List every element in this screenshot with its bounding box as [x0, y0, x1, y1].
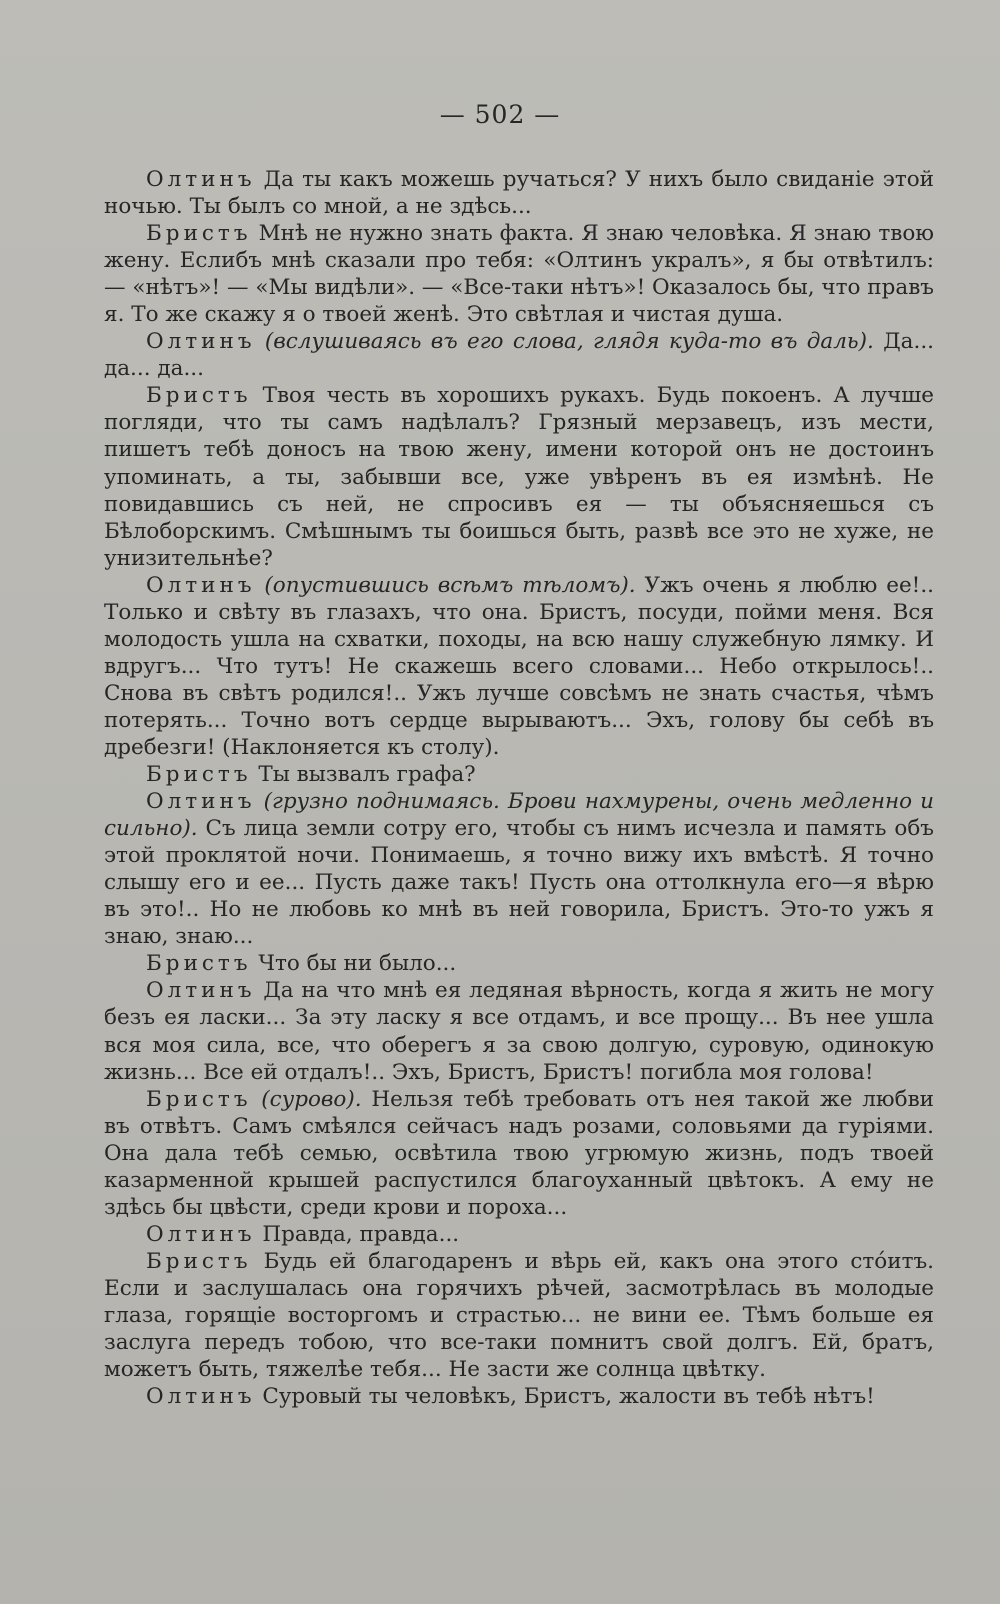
- stage-direction: (вслушиваясь въ его слова, глядя куда-то въ даль).: [264, 329, 874, 355]
- dialogue-paragraph: [104, 1248, 934, 1383]
- text-body: [104, 166, 934, 1410]
- dialogue-paragraph: [104, 328, 934, 382]
- dialogue-paragraph: [104, 572, 934, 761]
- page-number: — 502 —: [439, 100, 561, 129]
- speaker-name: Олтинъ: [146, 329, 256, 355]
- dialogue-text: Ты вызвалъ графа?: [258, 762, 476, 788]
- dialogue-text: Да... да... да...: [104, 329, 934, 382]
- speaker-name: Бристъ: [146, 1086, 252, 1112]
- dialogue-text: Мнѣ не нужно знать факта. Я знаю человѣка. Я знаю твою жену. Еслибъ мнѣ сказали про тебя: «Олтинъ укралъ», я бы отвѣтилъ: — «нѣтъ»! — «Мы видѣли». — «Все-таки нѣтъ»! Оказалось бы, что правъ я. То же скажу я о твоей женѣ. Это свѣтлая и чистая душа.: [104, 221, 934, 328]
- dialogue-paragraph: [104, 1383, 934, 1410]
- dialogue-paragraph: [104, 950, 934, 977]
- speaker-name: Олтинъ: [146, 1384, 256, 1410]
- dialogue-text: Нельзя тебѣ требовать отъ нея такой же любви въ отвѣтъ. Самъ смѣялся сейчасъ надъ розами, соловьями да гуріями. Она дала тебѣ семью, освѣтила твою угрюмую жизнь, подъ твоей казарменной крышей распустился благоуханный цвѣтокъ. А ему не здѣсь бы цвѣсти, среди крови и пороха...: [104, 1086, 934, 1220]
- stage-direction: (опустившись всѣмъ тѣломъ).: [264, 572, 636, 598]
- dialogue-text: Ужъ очень я люблю ее!.. Только и свѣту въ глазахъ, что она. Бристъ, посуди, пойми меня. Вся молодость ушла на схватки, походы, на всю нашу служебную лямку. И вдругъ... Что тутъ! Не скажешь всего словами... Небо открылось!.. Снова въ свѣтъ родился!.. Ужъ лучше совсѣмъ не знать счастья, чѣмъ потерять... Точно вотъ сердце вырываютъ... Эхъ, голову бы себѣ въ дребезги! (Наклоняется къ столу).: [104, 572, 934, 760]
- dialogue-text: Правда, правда...: [262, 1221, 460, 1247]
- speaker-name: Бристъ: [146, 762, 252, 788]
- speaker-name: Бристъ: [146, 383, 252, 409]
- dialogue-text: Да ты какъ можешь ручаться? У нихъ было свиданіе этой ночью. Ты былъ со мной, а не здѣсь...: [104, 167, 934, 220]
- speaker-name: Бристъ: [146, 951, 252, 977]
- dialogue-text: Будь ей благодаренъ и вѣрь ей, какъ она этого стóитъ. Если и заслушалась она горячихъ рѣчей, засмотрѣлась въ молодые глаза, горящіе восторгомъ и страстью... не вини ее. Тѣмъ больше ея заслуга передъ тобою, что все-таки помнитъ свой долгъ. Ей, братъ, можетъ быть, тяжелѣе тебя... Не засти же солнца цвѣтку.: [104, 1248, 934, 1383]
- dialogue-paragraph: [104, 220, 934, 328]
- stage-direction: (сурово).: [261, 1086, 362, 1112]
- dialogue-paragraph: [104, 761, 934, 788]
- dialogue-paragraph: [104, 977, 934, 1085]
- speaker-name: Олтинъ: [146, 572, 256, 598]
- speaker-name: Бристъ: [146, 1248, 252, 1274]
- dialogue-paragraph: [104, 788, 934, 950]
- dialogue-paragraph: [104, 166, 934, 220]
- speaker-name: Олтинъ: [146, 978, 256, 1004]
- dialogue-text: Да на что мнѣ ея ледяная вѣрность, когда я жить не могу безъ ея ласки... За эту ласку я все отдамъ, и все прощу... Въ нее ушла вся моя сила, все, что оберегъ я за свою долгую, суровую, одинокую жизнь... Все ей отдалъ!.. Эхъ, Бристъ, Бристъ! погибла моя голова!: [104, 978, 934, 1085]
- dialogue-paragraph: [104, 382, 934, 571]
- dialogue-text: Что бы ни было...: [258, 951, 457, 977]
- dialogue-text: Твоя честь въ хорошихъ рукахъ. Будь покоенъ. А лучше погляди, что ты самъ надѣлалъ? Грязный мерзавецъ, изъ мести, пишетъ тебѣ доносъ на твою жену, имени которой онъ не достоинъ упоминать, а ты, забывши все, уже увѣренъ въ ея измѣнѣ. Не повидавшись съ ней, не спросивъ ея — ты объясняешься съ Бѣлоборскимъ. Смѣшнымъ ты боишься быть, развѣ все это не хуже, не унизительнѣе?: [104, 383, 934, 571]
- speaker-name: Бристъ: [146, 221, 252, 247]
- speaker-name: Олтинъ: [146, 167, 256, 192]
- dialogue-paragraph: [104, 1221, 934, 1248]
- dialogue-paragraph: [104, 1086, 934, 1221]
- dialogue-text: Суровый ты человѣкъ, Бристъ, жалости въ тебѣ нѣтъ!: [262, 1384, 875, 1410]
- dialogue-text: Съ лица земли сотру его, чтобы съ нимъ исчезла и память объ этой проклятой ночи. Понимаешь, я точно вижу ихъ вмѣстѣ. Я точно слышу его и ее... Пусть даже такъ! Пусть она оттолкнула его—я вѣрю въ это!.. Но не любовь ко мнѣ въ ней говорила, Бристъ. Это-то ужъ я знаю, знаю...: [104, 816, 934, 950]
- stage-direction: (грузно поднимаясь. Брови нахмурены, очень медленно и сильно).: [104, 789, 934, 842]
- speaker-name: Олтинъ: [146, 789, 256, 815]
- speaker-name: Олтинъ: [146, 1221, 256, 1247]
